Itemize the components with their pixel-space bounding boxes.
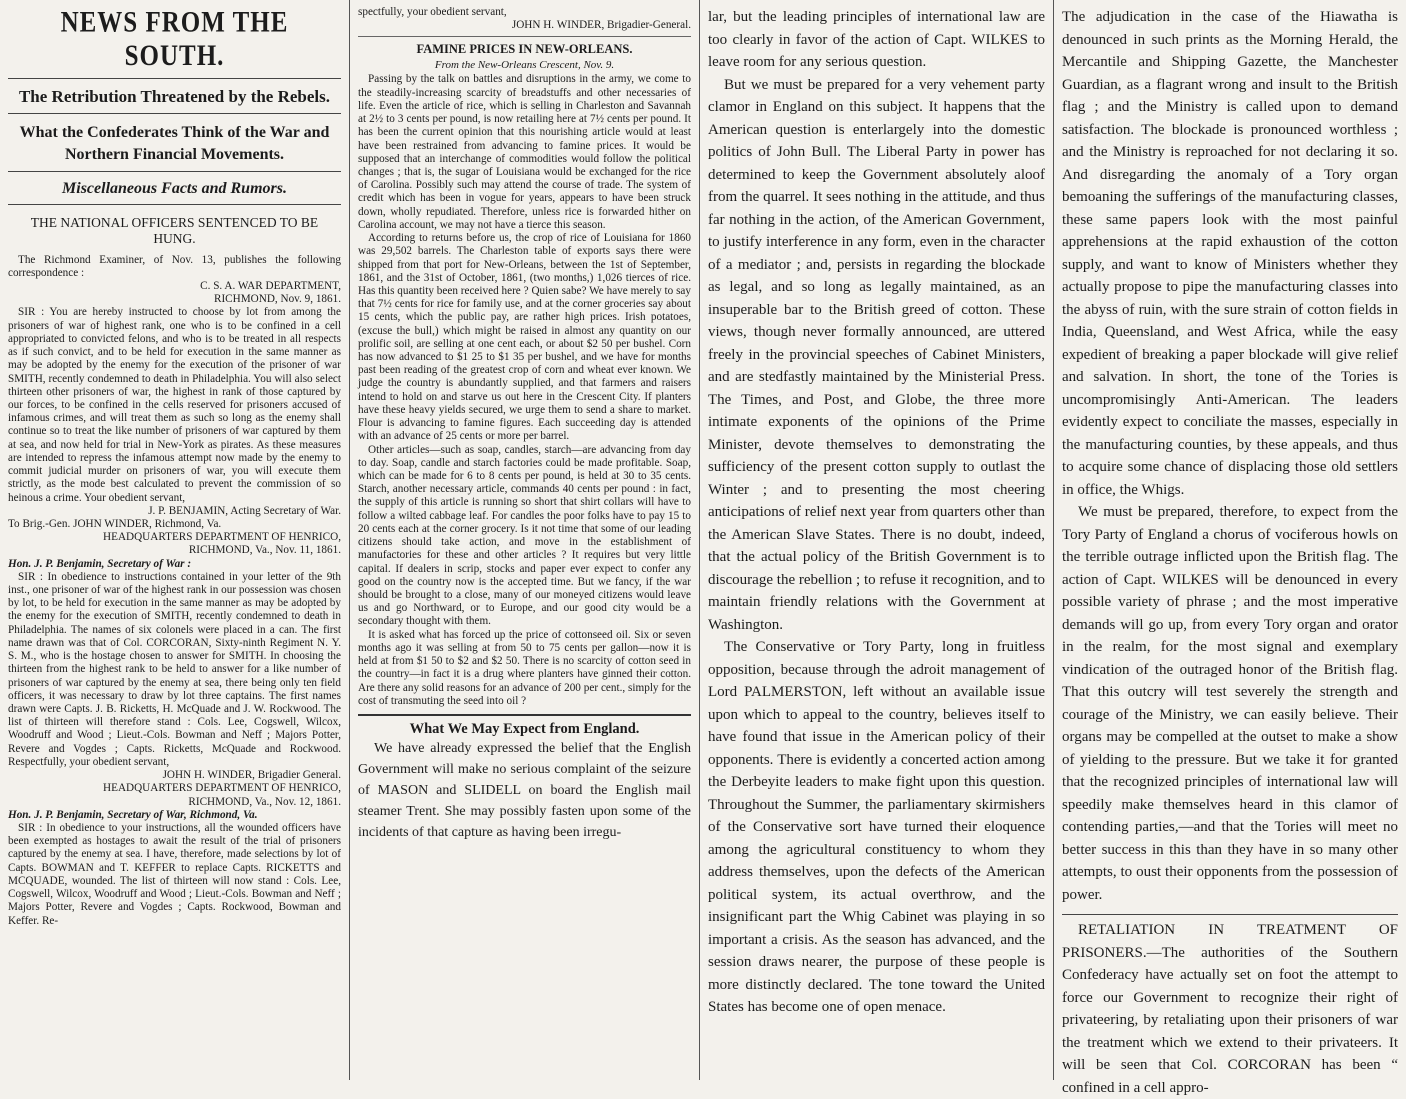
signature-winder-2: JOHN H. WINDER, Brigadier-General. bbox=[511, 19, 691, 32]
dept-heading-2: HEADQUARTERS DEPARTMENT OF HENRICO, bbox=[103, 531, 341, 544]
retaliation-heading: RETALIATION IN TREATMENT OF PRISONERS.— bbox=[1062, 922, 1398, 961]
letter-3: SIR : In obedience to your instructions, all the wounded officers have been exempted as hostages to await the result of the trial of prisoners captured by the enemy at sea. I have, therefore, made selections by lot of Capts. BOWMAN and T. KEFFER to replace Capts. RICKETTS and MCQUADE, wounded. The list of thirteen will now stand : Cols. Lee, Cogswell, Wilcox, Woodruff and Wood ; Lieut.-Cols. Bowman and Neff ; Majors Potter, Revere and Vogdes ; Capts. Rockwood, Bowman and Keffer. Re- bbox=[8, 821, 341, 927]
column-3 bbox=[700, 0, 1054, 1080]
england-paragraph-2: lar, but the leading principles of international law are too clearly in favor of the action of Capt. WILKES to leave room for any serious question. bbox=[708, 9, 1045, 70]
famine-paragraph-2: According to returns before us, the crop of rice of Louisiana for 1860 was 29,502 barrels. The Charleston table of exports says there were shipped from that port for New-Orleans, between the 1st of September, 1861, and the 31st of October, 1861, (two months,) 1,026 tierces of rice. Has this quantity been received here ? Quien sabe? We have merely to say that 7½ cents for rice for family use, and at the corner groceries say about 15 cents, which the public pay, are rather high prices. Irish potatoes, (excuse the bull,) which might be raised in almost any quantity on our prolific soil, are selling at one cent each, or about $2 50 per bushel. Corn has now advanced to $1 25 to $1 35 per bushel, and we have for months past been reading of the greatest crop of corn and wheat ever known. We judge the country is abundantly supplied, and that farmers and raisers intend to hold on and starve us out here in the Crescent City. If planters have these heavy yields secured, we urge them to send a share to market. Flour is advancing to famine figures. Each succeeding day is attended with an advance of 25 cents or more per barrel. bbox=[358, 232, 691, 443]
letter-2: SIR : In obedience to instructions contained in your letter of the 9th inst., one prisoner of war of the highest rank in our possession was chosen by lot, to be held for execution in the same manner as may be adopted by the enemy for the execution of SMITH, recently condemned to death in Philadelphia. The names of six colonels were placed in a can. The first name drawn was that of Col. CORCORAN, Sixty-ninth Regiment N. Y. S. M., who is the hostage chosen to answer for SMITH. In choosing the thirteen from the highest rank to be held to answer for a like number of prisoners of war captured by the enemy at sea, there being only ten field officers, it was necessary to draw by lot three captains. The first names drawn were Capts. J. B. Ricketts, H. McQuade and J. W. Rockwood. The list of thirteen will therefore stand : Cols. Lee, Cogswell, Wilcox, Woodruff and Wood ; Lieut.-Cols. Bowman and Neff ; Majors Potter, Revere and Vogdes ; Capts. Ricketts, McQuade and Rockwood. Respectfully, your obedient servant, bbox=[8, 570, 341, 768]
retaliation-paragraph bbox=[1062, 919, 1398, 1099]
intro-paragraph: The Richmond Examiner, of Nov. 13, publishes the following correspondence : bbox=[8, 253, 341, 279]
deck-miscellaneous: Miscellaneous Facts and Rumors. bbox=[8, 171, 341, 205]
addressee-2: Hon. J. P. Benjamin, Secretary of War : bbox=[8, 557, 192, 570]
dept-date-1: RICHMOND, Nov. 9, 1861. bbox=[213, 293, 341, 306]
heading-expect-england: What We May Expect from England. bbox=[358, 714, 691, 738]
signature-winder-1: JOHN H. WINDER, Brigadier General. bbox=[162, 769, 341, 782]
column-2 bbox=[350, 0, 700, 1080]
continuation-line: spectfully, your obedient servant, bbox=[358, 6, 507, 18]
england-paragraph-3: But we must be prepared for a very vehement party clamor in England on this subject. It happens that the American question is enterlargely into the domestic politics of John Bull. The Liberal Party in power has determined to keep the Government absolutely aloof from the quarrel. It sees nothing in the attitude, and thus far nothing in the action, of the American Government, to justify interference in any form, even in the character of a mediator ; and, persists in regarding the blockade as legal, and so long as legally maintained, as an insuperable bar to the British greed of cotton. These views, though never formally announced, are uttered freely in the provincial speeches of Cabinet Ministers, and are stedfastly maintained by the Ministerial Press. The Times, and Post, and Globe, the three more intimate exponents of the opinions of the Prime Minister, devote themselves to demonstrating the sufficiency of the present cotton supply to outlast the Winter ; and to presenting the most cheering anticipations of relief next year from quarters other than the American Slave States. There is no doubt, indeed, that the actual policy of the British Government is to discourage the rebellion ; to refuse it recognition, and to maintain friendly relations with the Government at Washington. bbox=[708, 76, 1045, 633]
subhead-officers-sentenced: THE NATIONAL OFFICERS SENTENCED TO BE HUNG. bbox=[30, 215, 319, 247]
column-4 bbox=[1054, 0, 1406, 1096]
dept-heading-1: C. S. A. WAR DEPARTMENT, bbox=[200, 280, 341, 292]
retaliation-text: The authorities of the Southern Confederacy have actually set on foot the attempt to force our Government to recognize their right of privateering, by retaliating upon their prisoners of war the treatment which we extend to their privateers. It will be seen that Col. CORCORAN has been “ confined in a cell appro- bbox=[1062, 944, 1398, 1096]
dept-date-3: RICHMOND, Va., Nov. 12, 1861. bbox=[188, 795, 341, 808]
england-paragraph-1: We have already expressed the belief that the English Government will make no serious complaint of the seizure of MASON and SLIDELL on board the English mail steamer Trent. She may possibly fasten upon some of the incidents of that capture as having been irregu- bbox=[358, 740, 691, 840]
section-divider bbox=[1062, 914, 1398, 915]
addressee-3: Hon. J. P. Benjamin, Secretary of War, Richmond, Va. bbox=[8, 808, 258, 821]
england-paragraph-4: The Conservative or Tory Party, long in fruitless opposition, because through the adroit management of Lord PALMERSTON, left without an available issue upon which to appeal to the country, believes itself to have found that issue in the American policy of their opponents. There is evidently a concerted action among the Derbeyite leaders to make fight upon this question. Throughout the Summer, the parliamentary skirmishers of the Conservative sort have turned their eloquence among the agricultural constituency to whom they address themselves, upon the defects of the American political system, its actual overthrow, and the insignificant part the Whig Cabinet was playing in so important a crisis. As the season has advanced, and the session draws nearer, the purpose of these people is more distinctly declared. The tone toward the United States has become one of open menace. bbox=[708, 639, 1045, 1015]
addressee-winder: To Brig.-Gen. JOHN WINDER, Richmond, Va. bbox=[8, 517, 222, 530]
main-headline: NEWS FROM THE SOUTH. bbox=[60, 6, 289, 73]
famine-paragraph-1: Passing by the talk on battles and disruptions in the army, we come to the steadily-increasing scarcity of breadstuffs and other necessaries of life. Even the article of rice, which is selling in Charleston and Savannah at 2½ to 3 cents per pound, is now retailing here at 7½ cents per pound. It has been the current opinion that this nourishing article would at least have been restrained from advancing to famine prices. It would be supposed that an interchange of commodities would follow the political changes ; that is, the sugar of Louisiana would be exchanged for the rice of Carolina. Possibly such may attend the course of trade. The system of credit which has been in vogue for years, appears to have been struck down, wholly repudiated. Therefore, unless rice is forwarded hither on Carolina account, we may not have a tierce this season. bbox=[358, 73, 691, 231]
dateline-crescent: From the New-Orleans Crescent, Nov. 9. bbox=[434, 59, 615, 72]
heading-famine-prices: FAMINE PRICES IN NEW-ORLEANS. bbox=[358, 36, 691, 57]
signature-benjamin: J. P. BENJAMIN, Acting Secretary of War. bbox=[148, 504, 341, 517]
england-paragraph-6: We must be prepared, therefore, to expect from the Tory Party of England a chorus of vociferous howls on the terrible outrage inflicted upon the British flag. The action of Capt. WILKES will be denounced in every possible variety of phrase ; and the most imperative demands will go up, from every Tory organ and orator in the realm, for the most signal and exemplary vindication of the outraged honor of the British flag. That this outcry will test severely the strength and courage of the Ministry, we can easily believe. Their organs may be compelled at the outset to make a show of yielding to the pressure. But we take it for granted that the recognized principles of international law will speedily make themselves heard in this clamor of contending parties,—and that the Tories will meet no better success in this than they have in so many other attempts, to oust their opponents from the possession of power. bbox=[1062, 504, 1398, 903]
famine-paragraph-3: Other articles—such as soap, candles, starch—are advancing from day to day. Soap, candle and starch factories could be made profitable. Soap, which can be made for 6 to 8 cents per pound, is held at 30 to 35 cents. Starch, another necessary article, commands 40 cents per pound : in fact, the supply of this article is running so short that shirt collars will have to follow a wilted cabbage leaf. For candles the poor folks have to pay 15 to 20 cents each at the corner grocery. Is it not time that some of our leading citizens should take action, and move in the establishment of manufactories for these and other articles ? It requires but very little capital. If dealers in scrip, stocks and paper ever expect to confer any good on the country now is the accepted time. But we fancy, if the war should be brought to a close, many of our moneyed citizens would leave us and go Northward, or to Europe, and our good city would be a secondary thought with them. bbox=[358, 443, 691, 628]
famine-paragraph-4: It is asked what has forced up the price of cottonseed oil. Six or seven months ago it was selling at from 50 to 75 cents per gallon—now it is held at from $1 50 to $2 and $2 50. There is no scarcity of cotton seed in the country—in fact it is a drug where planters have ginned their cotton. Are there any solid reasons for an advance of 200 per cent., simply for the cost of transmuting the seed into oil ? bbox=[358, 628, 691, 707]
deck-retribution: The Retribution Threatened by the Rebels. bbox=[8, 78, 341, 107]
deck-confederates: What the Confederates Think of the War and Northern Financial Movements. bbox=[8, 113, 341, 165]
column-1 bbox=[0, 0, 350, 1080]
dept-heading-3: HEADQUARTERS DEPARTMENT OF HENRICO, bbox=[103, 782, 341, 795]
letter-1: SIR : You are hereby instructed to choose by lot from among the prisoners of war of highest rank, one who is to be confined in a cell appropriated to convicted felons, and who is to be treated in all respects as if such convict, and to be held for execution in the same manner as may be adopted by the enemy for the execution of the prisoner of war SMITH, recently condemned to death in Philadelphia. You will also select thirteen other prisoners of war, the highest in rank of those captured by our forces, to be confined in the cells reserved for prisoners accused of infamous crimes, and will treat them as such so long as the enemy shall continue so to treat the like number of prisoners of war captured by them at sea, and now held for trial in New-York as pirates. As these measures are intended to repress the infamous attempt now made by the enemy to commit judicial murder on prisoners of war, you will execute them strictly, as the mode best calculated to prevent the commission of so heinous a crime. Your obedient servant, bbox=[8, 306, 341, 504]
dept-date-2: RICHMOND, Va., Nov. 11, 1861. bbox=[188, 544, 341, 557]
england-paragraph-5: The adjudication in the case of the Hiawatha is denounced in such prints as the Morning Herald, the Mercantile and Shipping Gazette, the Manchester Guardian, as a flagrant wrong and insult to the British flag ; and the Ministry is called upon to demand satisfaction. The blockade is pronounced worthless ; and the Ministry is reproached for not declaring it so. And disregarding the anomaly of a Tory organ bemoaning the sufferings of the manufacturing classes, these same papers look with the most painful apprehensions at the rapid exhaustion of the cotton supply, and want to know of Ministers whether they actually propose to pipe the manufacturing classes into the abyss of ruin, with the sure strain of cotton fields in India, Queensland, and West Africa, while the easy expedient of breaking a paper blockade will give relief and salvation. In short, the tone of the Tories is uncompromisingly Anti-American. The leaders evidently expect to conciliate the masses, especially in the manufacturing counties, by these appeals, and thus to acquire some chance of displacing those old settlers in office, the Whigs. bbox=[1062, 9, 1398, 498]
